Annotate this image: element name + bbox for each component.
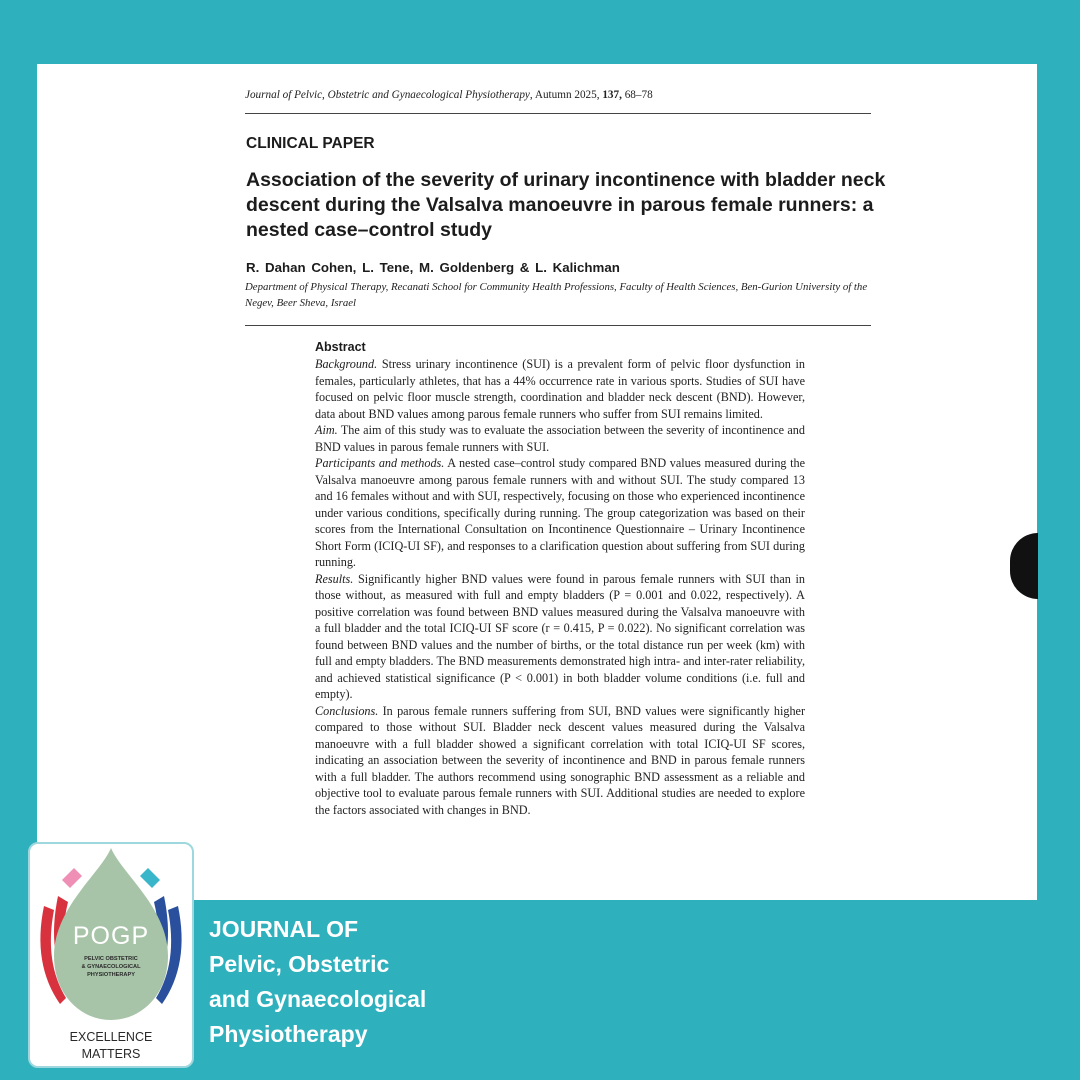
abstract-background-text: Stress urinary incontinence (SUI) is a prevalent form of pelvic floor dysfunction in females, particularly athletes, that has a 44% occurrence rate in various sports. Studies of SUI have focused on pelvic floor muscle strength, coordination and bladder neck descent (BND). However, data about BND values among parous female runners who suffer from SUI remains limited.: [315, 357, 805, 421]
affiliation-rule: [245, 325, 871, 326]
abstract-results-text: Significantly higher BND values were found in parous female runners with SUI than in those without, as measured with full and empty bladders (P = 0.001 and 0.022, respectively). A positive correlation was found between BND values measured during the Valsalva manoeuvre with a full bladder and the total ICIQ-UI SF score (r = 0.415, P = 0.022). No significant correlation was found between BND values and the number of births, or the total distance run per week (km) with full and empty bladders. The BND measurements demonstrated high intra- and inter-rater reliability, and achieved statistical significance (P < 0.001) in both bladder volume conditions (i.e. full and empty).: [315, 571, 806, 701]
abstract-aim-label: Aim.: [315, 423, 338, 437]
running-head-pages: 68–78: [621, 89, 653, 101]
journal-banner-line2: Pelvic, Obstetric: [209, 951, 390, 977]
running-head-volume: 137,: [602, 89, 622, 101]
abstract-results: [315, 571, 805, 703]
abstract-conclusions: [315, 703, 805, 819]
paper-page: [37, 64, 1037, 900]
abstract-methods: [315, 455, 805, 571]
article-authors: R. Dahan Cohen, L. Tene, M. Goldenberg & L. Kalichman: [246, 260, 620, 275]
journal-banner-line1: JOURNAL OF: [209, 916, 359, 942]
article-title: Association of the severity of urinary incontinence with bladder neck descent during the Valsalva manoeuvre in parous female runners: a nested case–control study: [246, 169, 886, 241]
abstract-body: [315, 356, 805, 818]
running-head-issue: , Autumn 2025,: [529, 89, 603, 101]
abstract-background: [315, 356, 805, 422]
logo-petal-teal: [140, 868, 160, 888]
abstract-conclusions-text: In parous female runners suffering from SUI, BND values were significantly higher compared to those without SUI. Bladder neck descent values measured during the Valsalva manoeuvre with a full bladder showed a significant correlation with total ICIQ-UI SF scores, indicating an association between the severity of incontinence and BND in parous female runners with a full bladder. The authors recommend using sonographic BND assessment as a reliable and objective tool to evaluate parous female runners with SUI. Additional studies are needed to explore the factors associated with changes in BND.: [315, 703, 806, 817]
abstract-conclusions-label: Conclusions.: [315, 703, 379, 718]
logo-motto: EXCELLENCE MATTERS: [69, 1030, 153, 1061]
running-head: [245, 89, 875, 101]
running-head-journal: Journal of Pelvic, Obstetric and Gynaecological Physiotherapy: [245, 89, 530, 101]
article-type: CLINICAL PAPER: [246, 135, 375, 152]
abstract-results-label: Results.: [315, 571, 354, 586]
logo-acronym: POGP: [72, 922, 150, 950]
header-rule: [245, 113, 871, 114]
abstract-heading: Abstract: [315, 340, 366, 354]
abstract-methods-text: A nested case–control study compared BND values measured during the Valsalva manoeuvre among parous female runners with and without SUI. The study compared 13 and 16 females without and with SUI, respectively, focusing on those who experienced incontinence under various conditions, specifically during running. The group categorization was based on their scores from the International Consultation on Incontinence Questionnaire – Urinary Incontinence Short Form (ICIQ-UI SF), and responses to a clarification question about suffering from SUI during running.: [315, 456, 805, 569]
abstract-background-label: Background.: [315, 357, 378, 371]
article-affiliation: Department of Physical Therapy, Recanati School for Community Health Professions, Faculty of Health Sciences, Ben-Gurion University of the Negev, Beer Sheva, Israel: [245, 281, 868, 309]
logo-petal-pink: [62, 868, 82, 888]
abstract-aim: [315, 422, 805, 455]
logo-subtitle: PELVIC OBSTETRIC & GYNAECOLOGICAL PHYSIOTHERAPY: [81, 956, 141, 978]
page-side-tab[interactable]: [1010, 533, 1038, 599]
pogp-logo: [28, 842, 194, 1068]
abstract-methods-label: Participants and methods.: [315, 456, 445, 470]
journal-banner-line4: Physiotherapy: [209, 1021, 368, 1047]
journal-banner: [209, 912, 609, 1052]
journal-banner-line3: and Gynaecological: [209, 986, 427, 1012]
abstract-aim-text: The aim of this study was to evaluate the association between the severity of incontinence and BND values in parous female runners with SUI.: [315, 423, 805, 454]
